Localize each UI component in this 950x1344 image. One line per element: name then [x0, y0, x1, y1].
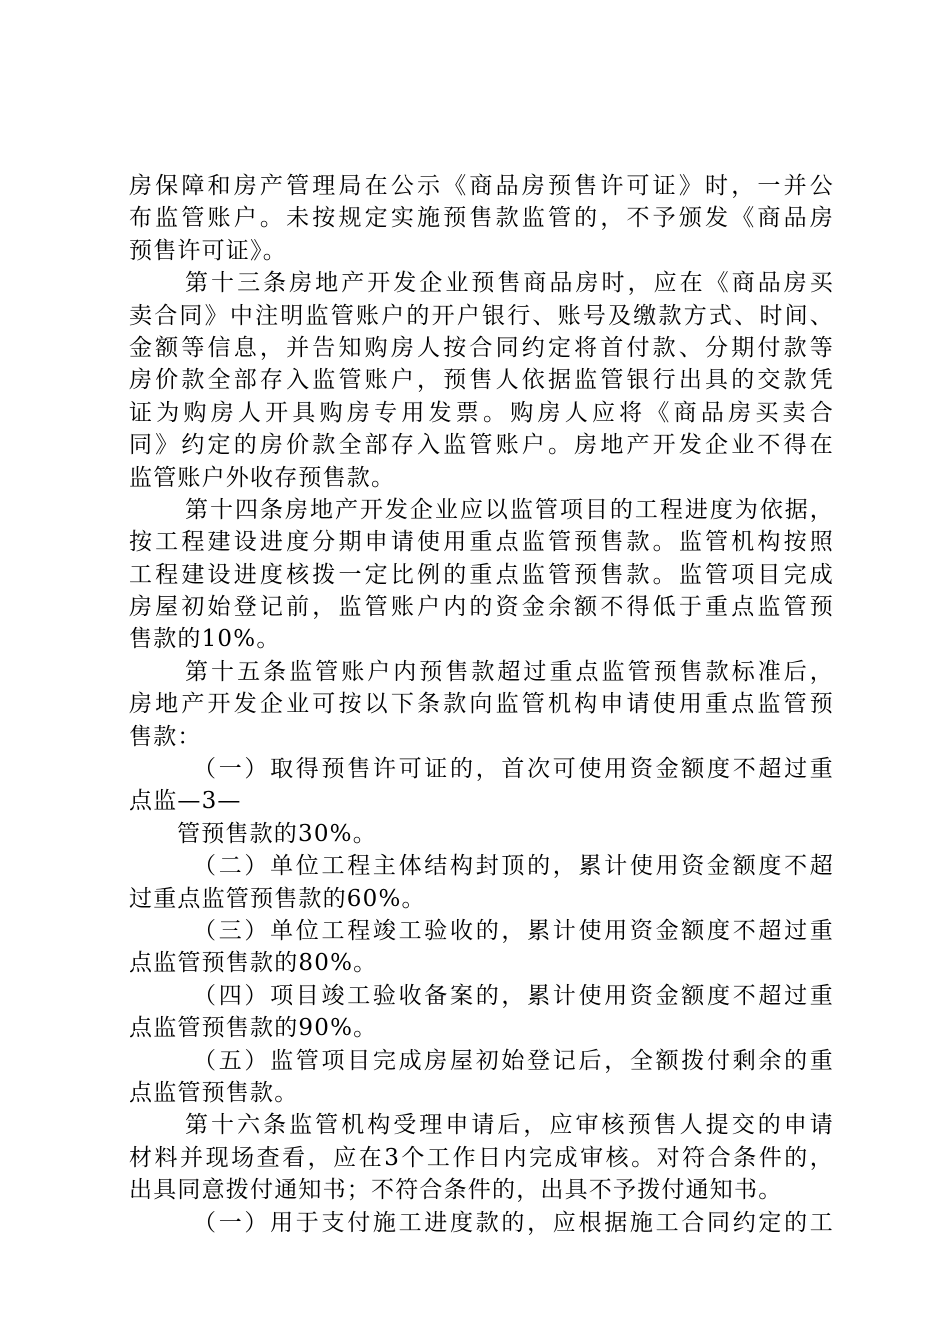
text-line: 点监—3— — [129, 788, 242, 815]
text-line: 监管账户外收存预售款。 — [129, 464, 396, 491]
text-line: 房保障和房产管理局在公示《商品房预售许可证》时，一并公 — [129, 173, 834, 199]
text-line: 预售许可证》。 — [129, 237, 287, 264]
text-line: 房价款全部存入监管账户，预售人依据监管银行出具的交款凭 — [129, 367, 834, 394]
text-line: 房屋初始登记前，监管账户内的资金余额不得低于重点监管预 — [129, 594, 834, 621]
text-line: 第十五条监管账户内预售款超过重点监管预售款标准后， — [185, 658, 834, 685]
text-line: 金额等信息，并告知购房人按合同约定将首付款、分期付款等 — [129, 334, 834, 361]
text-line: （二）单位工程主体结构封顶的，累计使用资金额度不超 — [193, 853, 834, 880]
text-line: 出具同意拨付通知书；不符合条件的，出具不予拨付通知书。 — [129, 1177, 783, 1204]
text-line: 过重点监管预售款的60%。 — [129, 885, 426, 912]
text-line: 按工程建设进度分期申请使用重点监管预售款。监管机构按照 — [129, 529, 834, 556]
text-line: 第十六条监管机构受理申请后，应审核预售人提交的申请 — [185, 1112, 834, 1139]
text-line: 材料并现场查看，应在3个工作日内完成审核。对符合条件的， — [129, 1144, 834, 1171]
text-line: （五）监管项目完成房屋初始登记后，全额拨付剩余的重 — [193, 1047, 834, 1074]
text-line: 售款的10%。 — [129, 626, 281, 653]
text-line: （一）用于支付施工进度款的，应根据施工合同约定的工 — [193, 1209, 834, 1236]
text-line: 点监管预售款的90%。 — [129, 1015, 378, 1042]
document-body — [129, 170, 834, 1239]
text-line: 第十三条房地产开发企业预售商品房时，应在《商品房买 — [185, 270, 834, 297]
text-line: 点监管预售款。 — [129, 1079, 299, 1106]
text-line: 证为购房人开具购房专用发票。购房人应将《商品房买卖合 — [129, 399, 834, 426]
text-line: 布监管账户。未按规定实施预售款监管的，不予颁发《商品房 — [129, 205, 834, 232]
text-line: 工程建设进度核拨一定比例的重点监管预售款。监管项目完成 — [129, 561, 834, 588]
text-line: 点监管预售款的80%。 — [129, 950, 378, 977]
text-line: 第十四条房地产开发企业应以监管项目的工程进度为依据， — [185, 496, 834, 523]
text-line: （三）单位工程竣工验收的，累计使用资金额度不超过重 — [193, 917, 834, 944]
text-line: 房地产开发企业可按以下条款向监管机构申请使用重点监管预 — [129, 691, 834, 718]
text-line: （四）项目竣工验收备案的，累计使用资金额度不超过重 — [193, 982, 834, 1009]
text-line: 售款： — [129, 723, 202, 750]
text-line: 管预售款的30%。 — [177, 820, 377, 847]
text-line: 同》约定的房价款全部存入监管账户。房地产开发企业不得在 — [129, 432, 834, 459]
text-line: 卖合同》中注明监管账户的开户银行、账号及缴款方式、时间、 — [129, 302, 834, 329]
text-line: （一）取得预售许可证的，首次可使用资金额度不超过重 — [193, 756, 834, 783]
